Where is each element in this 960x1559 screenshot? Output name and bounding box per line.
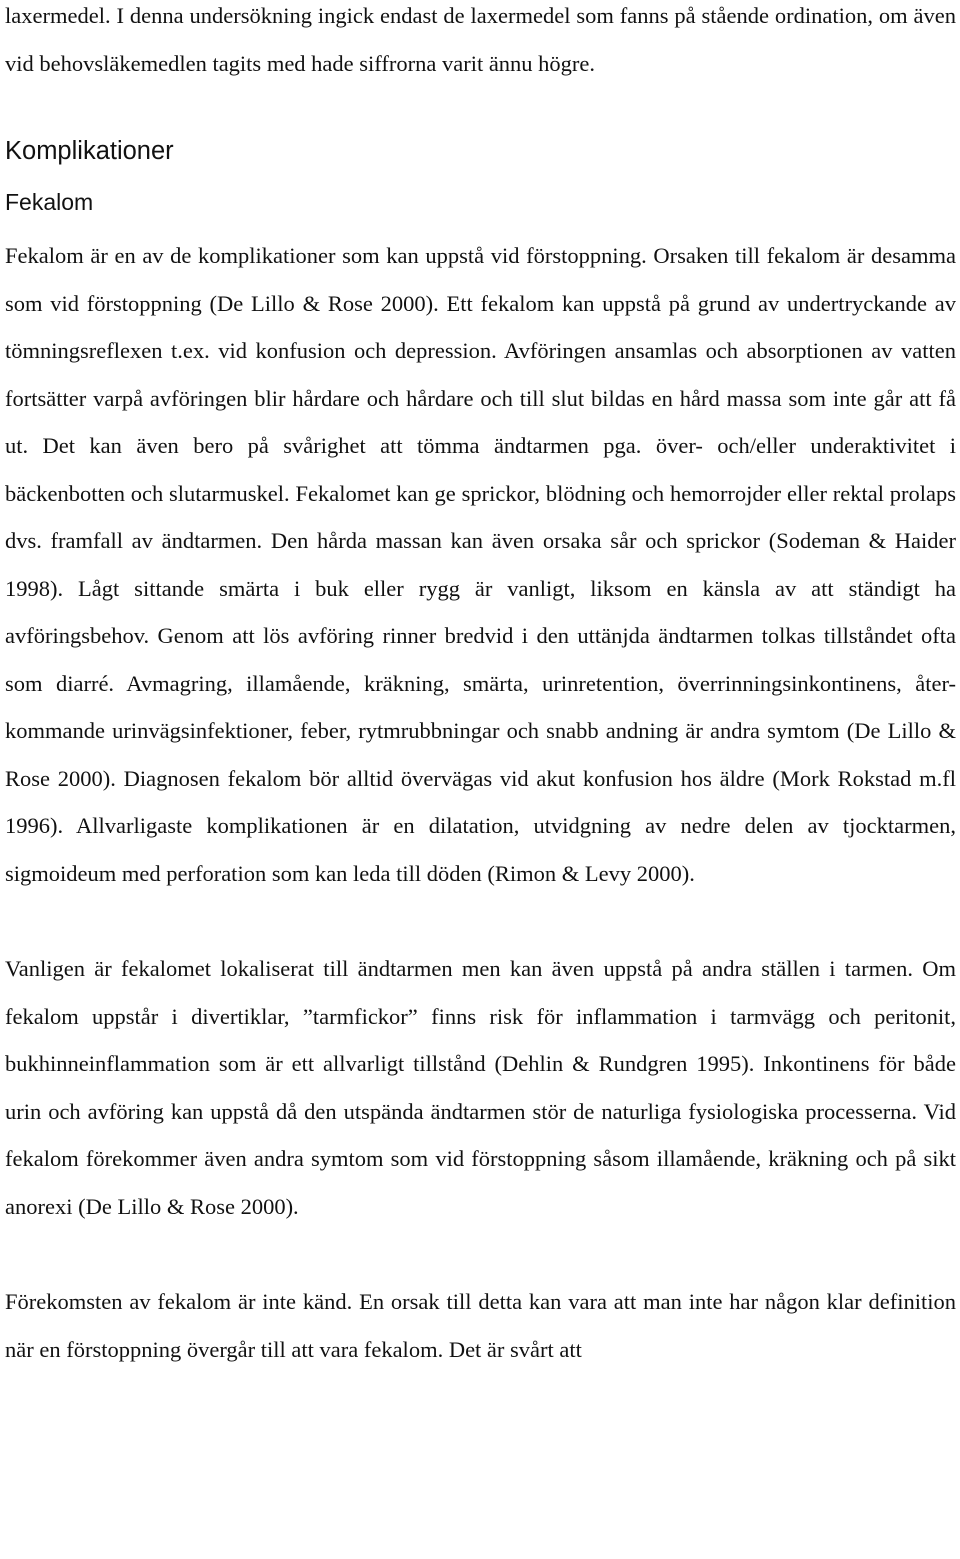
paragraph-fekalom-location: Vanligen är fekalomet lokaliserat till ändtarmen men kan även uppstå på andra ställen i tarmen. Om fekalom uppstår i divertiklar, ”tarmfickor” finns risk för inflammation i tarmvägg och peritonit, bukhinneinflammation som är ett allvarligt tillstånd (Dehlin & Rundgren 1995). Inkontinens för både urin och avföring kan uppstå då den utspända ändtarmen stör de naturliga fysiologiska processerna. Vid fekalom förekommer även andra symtom som vid förstoppning såsom illamående, kräkning och på sikt anorexi (De Lillo & Rose 2000). (5, 956, 956, 1219)
document-page (5, 0, 956, 1373)
paragraph-fekalom-complications: Fekalom är en av de komplikationer som kan uppstå vid förstoppning. Orsaken till fekalom är desamma som vid förstoppning (De Lillo & Rose 2000). Ett fekalom kan uppstå på grund av undertryckande av tömningsreflexen t.ex. vid konfusion och depression. Avföringen ansamlas och absorptionen av vatten fortsätter varpå avföringen blir hårdare och hårdare och till slut bildas en hård massa som inte går att få ut. Det kan även bero på svårighet att tömma ändtarmen pga. över- och/eller underaktivitet i bäckenbotten och slutarmuskel. Fekalomet kan ge sprickor, blödning och hemorrojder eller rektal prolaps dvs. framfall av ändtarmen. Den hårda massan kan även orsaka sår och sprickor (Sodeman & Haider 1998). Lågt sittande smärta i buk eller rygg är vanligt, liksom en känsla av att ständigt ha avföringsbehov. Genom att lös avföring rinner bredvid i den uttänjda ändtarmen tolkas tillståndet ofta som diarré. Avmagring, illamående, kräkning, smärta, urinretention, överrinningsinkontinens, åter-kommande urinvägsinfektioner, feber, rytmrubbningar och snabb andning är andra symtom (De Lillo & Rose 2000). Diagnosen fekalom bör alltid övervägas vid akut konfusion hos äldre (Mork Rokstad m.fl 1996). Allvarligaste komplikationen är en dilatation, utvidgning av nedre delen av tjocktarmen, sigmoideum med perforation som kan leda till döden (Rimon & Levy 2000). (5, 243, 956, 886)
section-heading: Komplikationer (5, 137, 174, 165)
paragraph-fekalom-prevalence: Förekomsten av fekalom är inte känd. En orsak till detta kan vara att man inte har någon klar definition när en förstoppning övergår till att vara fekalom. Det är svårt att (5, 1289, 956, 1362)
intro-paragraph: laxermedel. I denna undersökning ingick endast de laxermedel som fanns på stående ordination, om även vid behovsläkemedlen tagits med hade siffrorna varit ännu högre. (5, 3, 956, 76)
subsection-heading: Fekalom (5, 189, 94, 215)
